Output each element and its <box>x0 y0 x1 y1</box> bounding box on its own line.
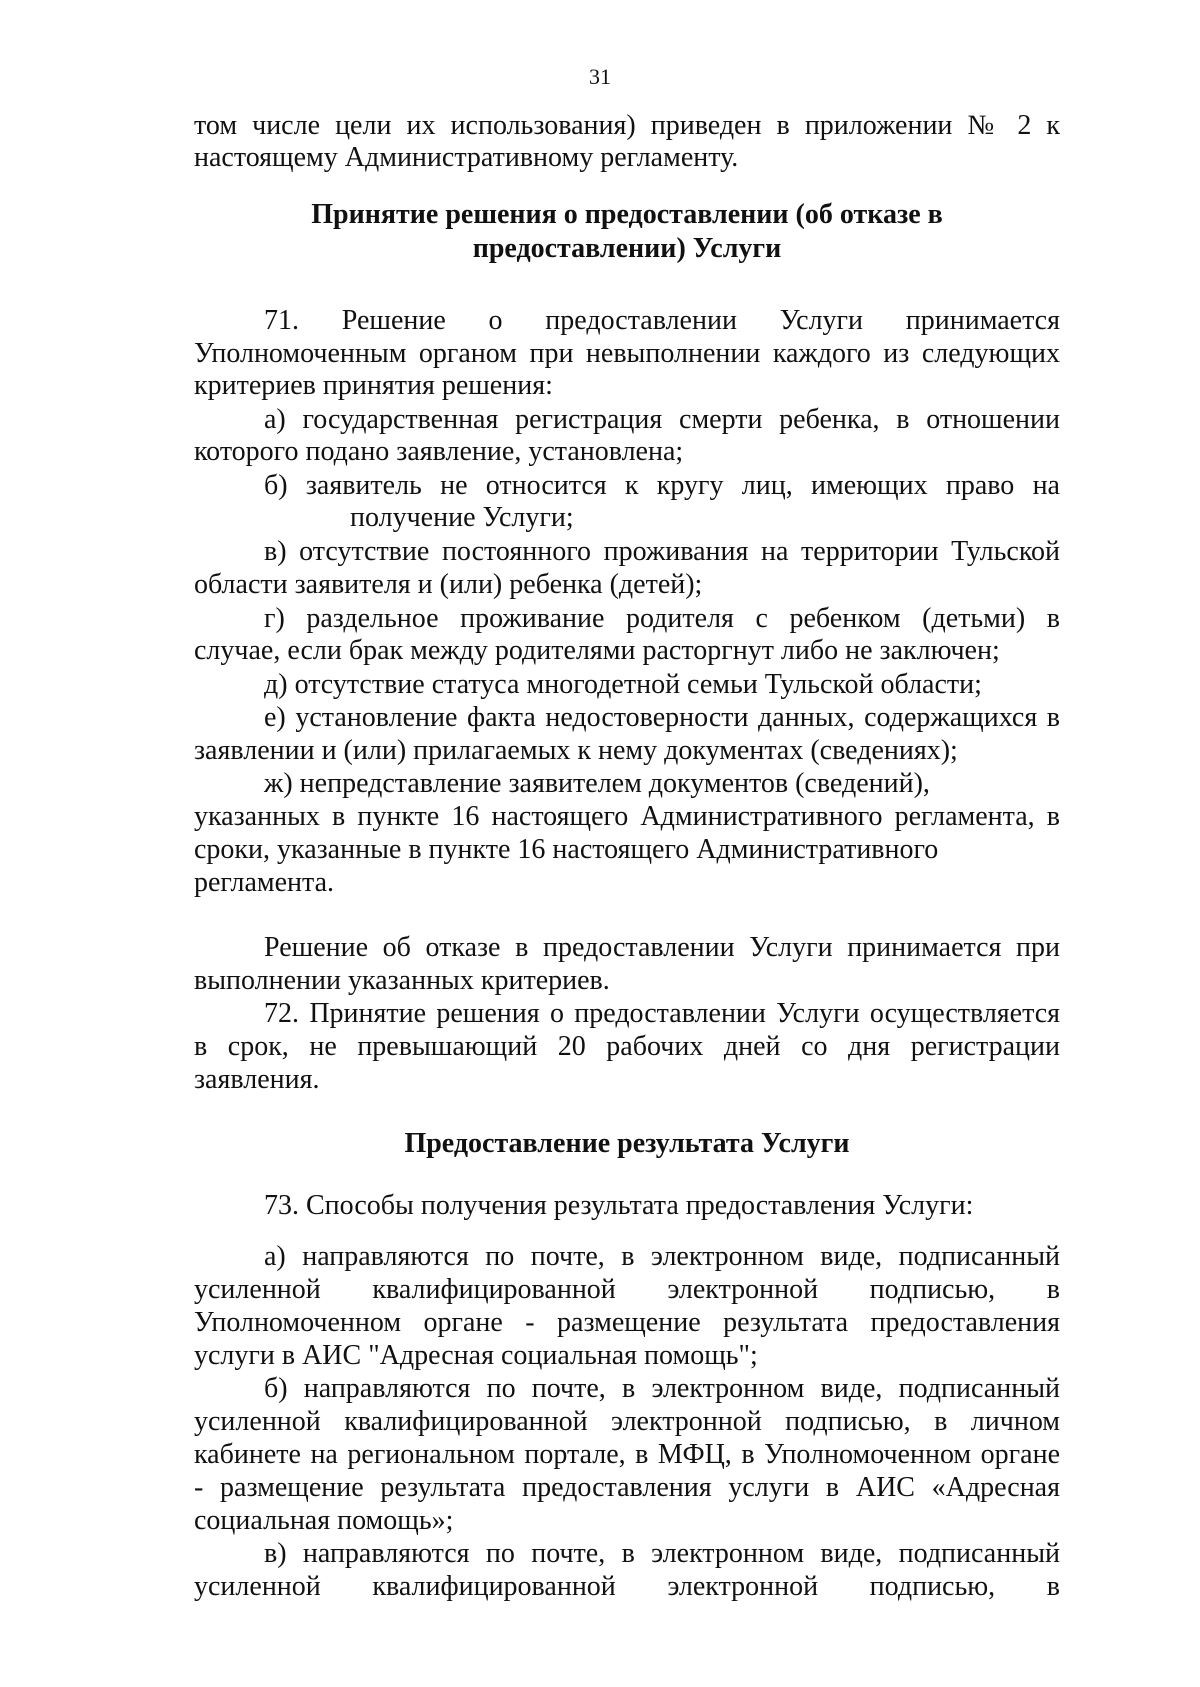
item-a-line-1: а) государственная регистрация смерти ребенка, в отношении <box>264 404 1060 435</box>
item-zh-line-3: сроки, указанные в пункте 16 настоящего Административного <box>194 834 939 865</box>
item-zh-line-1: ж) непредставление заявителем документов (сведений), <box>264 768 930 799</box>
item-g-line-1: г) раздельное проживание родителя с ребенком (детьми) в <box>264 603 1060 634</box>
p72-line-1: 72. Принятие решения о предоставлении Услуги осуществляется <box>264 998 1060 1029</box>
p71-line-2: Уполномоченным органом при невыполнении каждого из следующих <box>194 338 1060 369</box>
section-heading-result: Предоставление результата Услуги <box>404 1128 850 1159</box>
p72-line-3: заявления. <box>194 1064 320 1095</box>
item-v-line-1: в) отсутствие постоянного проживания на территории Тульской <box>264 536 1060 567</box>
method-a-line-4: услуги в АИС "Адресная социальная помощь"; <box>194 1340 758 1371</box>
item-d-line-1: д) отсутствие статуса многодетной семьи Тульской области; <box>264 669 982 700</box>
method-b-line-2: усиленной квалифицированной электронной подписью, в личном <box>194 1406 1060 1437</box>
method-b-line-4: - размещение результата предоставления услуги в АИС «Адресная <box>194 1472 1060 1503</box>
item-b-line-2: получение Услуги; <box>350 502 574 533</box>
method-a-line-3: Уполномоченном органе - размещение результата предоставления <box>194 1307 1060 1338</box>
method-b-line-3: кабинете на региональном портале, в МФЦ, в Уполномоченном органе <box>194 1439 1060 1470</box>
item-a-line-2: которого подано заявление, установлена; <box>194 436 684 467</box>
p71-line-3: критериев принятия решения: <box>194 370 553 401</box>
section-heading-decision <box>194 198 1060 266</box>
p72-line-2: в срок, не превышающий 20 рабочих дней со дня регистрации <box>194 1031 1060 1062</box>
item-zh-line-4: регламента. <box>194 867 335 898</box>
method-v-line-2: усиленной квалифицированной электронной подписью, в <box>194 1571 1060 1602</box>
method-v-line-1: в) направляются по почте, в электронном виде, подписанный <box>264 1538 1060 1569</box>
item-v-line-2: области заявителя и (или) ребенка (детей); <box>194 569 703 600</box>
item-b-line-1: б) заявитель не относится к кругу лиц, имеющих право на <box>264 470 1060 501</box>
refusal-line-1: Решение об отказе в предоставлении Услуги принимается при <box>264 932 1060 963</box>
heading-line-1: Принятие решения о предоставлении (об отказе в <box>311 199 943 230</box>
page-number: 31 <box>589 64 611 89</box>
method-b-line-5: социальная помощь»; <box>194 1505 454 1536</box>
method-b-line-1: б) направляются по почте, в электронном виде, подписанный <box>264 1373 1060 1404</box>
item-e-line-2: заявлении и (или) прилагаемых к нему документах (сведениях); <box>194 735 958 766</box>
method-a-line-1: а) направляются по почте, в электронном виде, подписанный <box>264 1241 1060 1272</box>
item-g-line-2: случае, если брак между родителями расторгнут либо не заключен; <box>194 635 1000 666</box>
item-e-line-1: е) установление факта недостоверности данных, содержащихся в <box>264 702 1060 733</box>
method-a-line-2: усиленной квалифицированной электронной подписью, в <box>194 1274 1060 1305</box>
p73-line-1: 73. Способы получения результата предоставления Услуги: <box>264 1190 974 1221</box>
intro-line-2: настоящему Административному регламенту. <box>194 142 739 173</box>
item-zh-line-2: указанных в пункте 16 настоящего Административного регламента, в <box>194 801 1060 832</box>
refusal-line-2: выполнении указанных критериев. <box>194 965 610 996</box>
heading-line-2: предоставлении) Услуги <box>472 233 782 264</box>
intro-line-1: том числе цели их использования) приведен в приложении № 2 к <box>194 110 1060 141</box>
p71-line-1: 71. Решение о предоставлении Услуги принимается <box>264 305 1060 336</box>
